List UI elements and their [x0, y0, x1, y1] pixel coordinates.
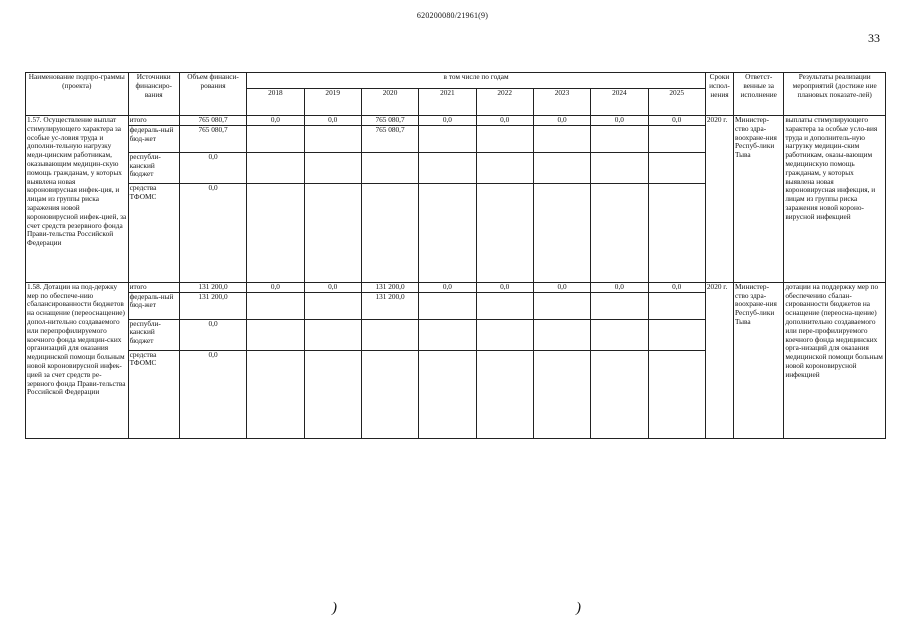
year-cell	[361, 183, 418, 282]
document-id: 620200080/21961(9)	[416, 11, 489, 20]
year-cell	[648, 152, 705, 183]
page-number: 33	[868, 31, 880, 45]
year-cell	[247, 183, 304, 282]
year-cell	[591, 125, 648, 152]
responsible-cell: Министер-ство здра-воохране-ния Респуб-лики Тыва	[734, 282, 784, 438]
year-cell: 0,0	[476, 116, 533, 126]
header-year: 2020	[361, 89, 418, 116]
year-cell	[533, 319, 590, 350]
year-cell	[419, 183, 476, 282]
header-year: 2025	[648, 89, 705, 116]
year-cell	[648, 125, 705, 152]
header-terms: Сроки испол-нения	[705, 73, 733, 116]
year-cell	[533, 183, 590, 282]
table-row	[26, 116, 886, 126]
year-cell: 0,0	[476, 282, 533, 292]
year-cell: 0,0	[591, 282, 648, 292]
header-year: 2018	[247, 89, 304, 116]
year-cell	[304, 350, 361, 438]
volume-cell: 0,0	[179, 319, 246, 350]
year-cell	[591, 292, 648, 319]
year-cell: 0,0	[247, 116, 304, 126]
source-label: средства ТФОМС	[128, 350, 179, 438]
year-cell	[591, 152, 648, 183]
year-cell	[476, 350, 533, 438]
year-cell	[247, 292, 304, 319]
year-cell	[247, 152, 304, 183]
volume-cell: 0,0	[179, 183, 246, 282]
year-cell: 0,0	[533, 282, 590, 292]
term-cell: 2020 г.	[705, 282, 733, 438]
year-cell: 0,0	[247, 282, 304, 292]
source-label: федераль-ный бюд-жет	[128, 125, 179, 152]
table-row	[26, 282, 886, 292]
scan-mark: )	[332, 600, 337, 616]
year-cell	[476, 319, 533, 350]
year-cell: 131 200,0	[361, 282, 418, 292]
year-cell	[304, 183, 361, 282]
volume-cell: 765 080,7	[179, 125, 246, 152]
volume-cell: 0,0	[179, 152, 246, 183]
year-cell: 0,0	[648, 116, 705, 126]
year-cell	[591, 350, 648, 438]
year-cell: 0,0	[591, 116, 648, 126]
header-results: Результаты реализации мероприятий (достиже ние плановых показате-лей)	[784, 73, 886, 116]
year-cell	[247, 125, 304, 152]
year-cell	[533, 125, 590, 152]
year-cell	[648, 350, 705, 438]
year-cell	[648, 183, 705, 282]
year-cell: 0,0	[304, 282, 361, 292]
measure-name: 1.57. Осуществление выплат стимулирующего характера за особые ус-ловия труда и дополни-тельную нагрузку меди-цинским работникам, оказывающим медицин-скую помощь гражданам, у которых выявлена новая короновирусная инфек-ция, и лицам из группы риска заражения новой короновирусной инфек-цией, за счет средств резервного фонда Прави-тельства Российской Федерации	[26, 116, 129, 283]
source-label: итого	[128, 282, 179, 292]
header-year: 2022	[476, 89, 533, 116]
year-cell: 0,0	[419, 116, 476, 126]
year-cell	[419, 292, 476, 319]
header-responsible: Ответст-венные за исполнение	[734, 73, 784, 116]
scan-mark: )	[576, 600, 581, 616]
year-cell	[361, 319, 418, 350]
year-cell: 0,0	[419, 282, 476, 292]
year-cell	[361, 350, 418, 438]
year-cell	[591, 183, 648, 282]
year-cell	[533, 292, 590, 319]
volume-cell: 0,0	[179, 350, 246, 438]
header-source: Источники финансиро-вания	[128, 73, 179, 116]
year-cell	[304, 319, 361, 350]
volume-cell: 131 200,0	[179, 282, 246, 292]
source-label: республи-канский бюджет	[128, 319, 179, 350]
year-cell	[247, 319, 304, 350]
year-cell	[648, 319, 705, 350]
source-label: итого	[128, 116, 179, 126]
year-cell	[304, 292, 361, 319]
volume-cell: 765 080,7	[179, 116, 246, 126]
year-cell	[419, 350, 476, 438]
header-volume: Объем финанси-рования	[179, 73, 246, 116]
year-cell	[476, 125, 533, 152]
result-cell: дотации на поддержку мер по обеспечению сбалан-сированности бюджетов на оснащение (переосна-щение) дополнительно создаваемого или пере-профилируемого коечного фонда медицинских орга-низаций для оказания медицинской помощи больным новой короновирусной инфекцией	[784, 282, 886, 438]
year-cell	[304, 152, 361, 183]
year-cell	[648, 292, 705, 319]
year-cell: 131 200,0	[361, 292, 418, 319]
year-cell	[476, 152, 533, 183]
result-cell: выплаты стимулирующего характера за особые усло-вия труда и дополнитель-ную нагрузку медицин-ским работникам, оказы-вающим медицинскую помощь гражданам, у которых выявлена новая короновирусная инфекция, и лицам из группы риска заражения новой короно-вирусной инфекцией	[784, 116, 886, 283]
year-cell: 765 080,7	[361, 116, 418, 126]
year-cell	[419, 125, 476, 152]
year-cell	[419, 319, 476, 350]
program-table	[25, 72, 886, 439]
year-cell	[419, 152, 476, 183]
year-cell: 765 080,7	[361, 125, 418, 152]
header-year: 2019	[304, 89, 361, 116]
header-year: 2024	[591, 89, 648, 116]
header-year: 2023	[533, 89, 590, 116]
header-name: Наименование подпро-граммы (проекта)	[26, 73, 129, 116]
year-cell	[591, 319, 648, 350]
year-cell: 0,0	[533, 116, 590, 126]
source-label: средства ТФОМС	[128, 183, 179, 282]
year-cell	[476, 183, 533, 282]
year-cell	[533, 152, 590, 183]
year-cell: 0,0	[648, 282, 705, 292]
source-label: республи-канский бюджет	[128, 152, 179, 183]
year-cell: 0,0	[304, 116, 361, 126]
measure-name: 1.58. Дотации на под-держку мер по обеспече-нию сбалансированности бюджетов на оснащение (переоснащение) допол-нительно создаваемого или перепрофилируемого коечного фонда медицин-ских организаций для оказания медицинской помощи больным новой короновирусной инфек-цией за счет средств ре-зервного фонда Прави-тельства Российской Федерации	[26, 282, 129, 438]
year-cell	[304, 125, 361, 152]
header-year: 2021	[419, 89, 476, 116]
header-by-years: в том числе по годам	[247, 73, 706, 89]
source-label: федераль-ный бюд-жет	[128, 292, 179, 319]
volume-cell: 131 200,0	[179, 292, 246, 319]
year-cell	[247, 350, 304, 438]
year-cell	[533, 350, 590, 438]
year-cell	[476, 292, 533, 319]
term-cell: 2020 г.	[705, 116, 733, 283]
year-cell	[361, 152, 418, 183]
responsible-cell: Министер-ство здра-воохране-ния Респуб-лики Тыва	[734, 116, 784, 283]
